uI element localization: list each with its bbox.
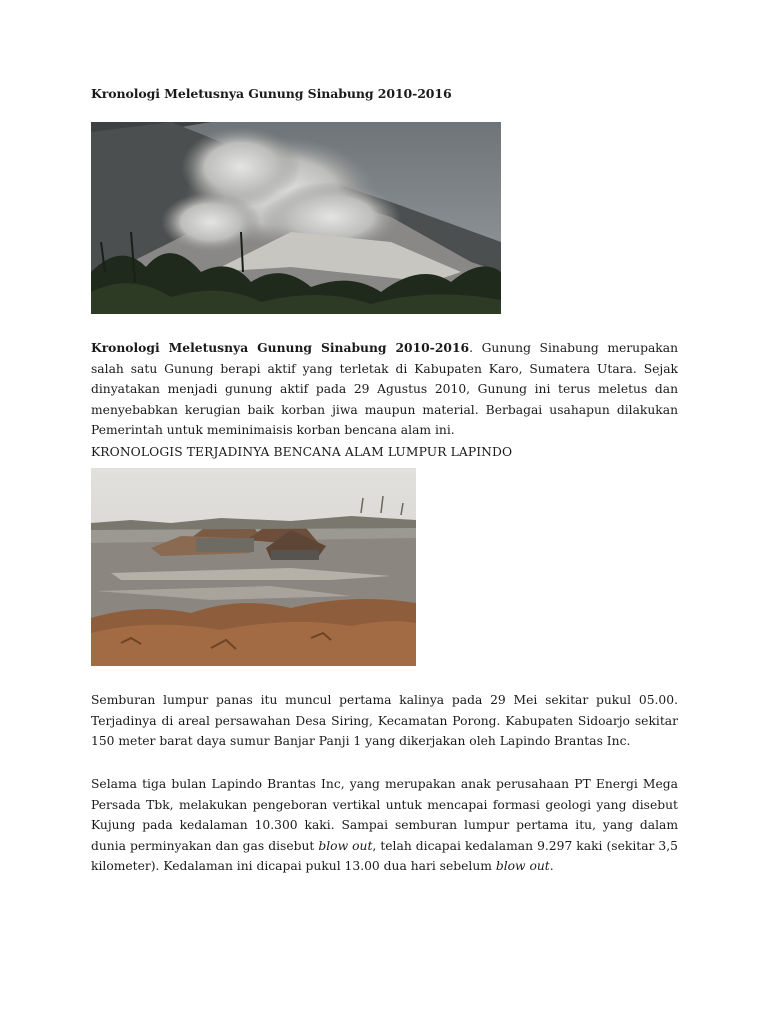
mudflow-photo — [91, 468, 416, 666]
lapindo-heading: KRONOLOGIS TERJADINYA BENCANA ALAM LUMPUR LAPINDO — [91, 445, 513, 459]
blow-out-italic-2: blow out — [495, 859, 550, 874]
volcano-eruption-photo — [91, 122, 501, 314]
blow-out-italic-1: blow out — [318, 838, 373, 853]
document-title: Kronologi Meletusnya Gunung Sinabung 2010-2016 — [91, 86, 452, 101]
lapindo-paragraph-2-part-b: , telah dicapai kedalaman 9.297 kaki (sekitar 3,5 kilometer). Kedalaman ini dicapai pukul 13.00 dua hari sebelum — [91, 838, 678, 874]
lapindo-paragraph-2 — [91, 774, 678, 877]
lapindo-paragraph-1: Semburan lumpur panas itu muncul pertama kalinya pada 29 Mei sekitar pukul 05.00. Terjadinya di areal persawahan Desa Siring, Kecamatan Porong. Kabupaten Sidoarjo sekitar 150 meter barat daya sumur Banjar Panji 1 yang dikerjakan oleh Lapindo Brantas Inc. — [91, 693, 678, 749]
sinabung-paragraph — [91, 338, 678, 441]
sinabung-paragraph-text: . Gunung Sinabung merupakan salah satu Gunung berapi aktif yang terletak di Kabupaten Karo, Sumatera Utara. Sejak dinyatakan menjadi gunung aktif pada 29 Agustus 2010, Gunung ini terus meletus dan menyebabkan kerugian baik korban jiwa maupun material. Berbagai usahapun dilakukan Pemerintah untuk meminimaisis korban bencana alam ini. — [91, 341, 678, 438]
lapindo-paragraph-2-part-c: . — [549, 859, 554, 874]
sinabung-paragraph-bold-lead: Kronologi Meletusnya Gunung Sinabung 2010-2016 — [91, 340, 470, 355]
lapindo-paragraph-2-part-a: Selama tiga bulan Lapindo Brantas Inc, yang merupakan anak perusahaan PT Energi Mega Persada Tbk, melakukan pengeboran vertikal untuk mencapai formasi geologi yang disebut Kujung pada kedalaman 10.300 kaki. Sampai semburan lumpur pertama itu, yang dalam dunia perminyakan dan gas disebut — [91, 777, 678, 853]
